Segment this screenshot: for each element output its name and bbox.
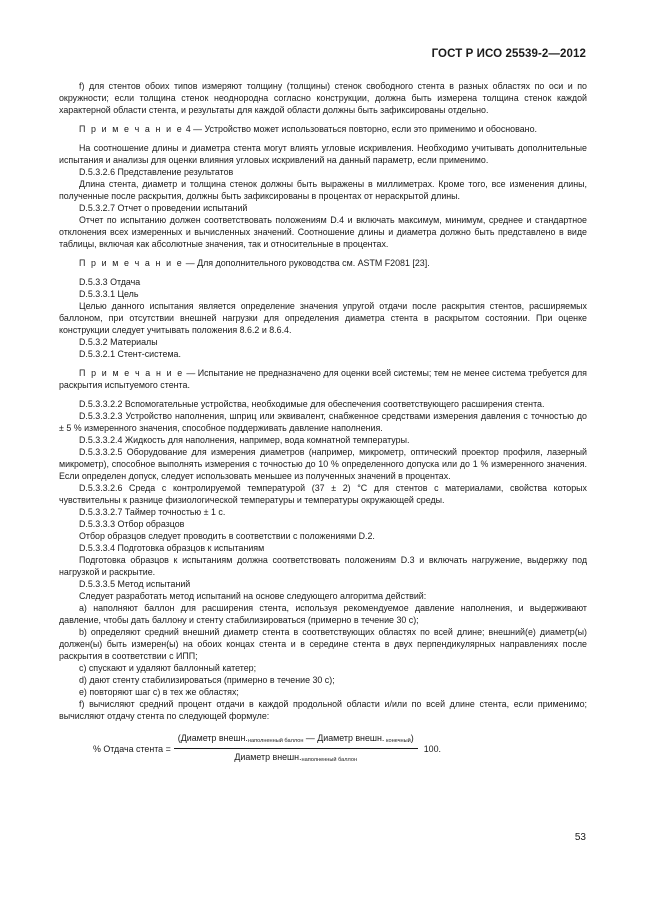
paragraph: f) для стентов обоих типов измеряют толщину (толщины) стенок свободного стента в разных областях по оси и по окружности; если толщина стенок неоднородна согласно конструкции, должна быть измерена толщина стенок каждой характерной области стента, и результаты для каждой области должны быть зафиксированы отдельно. [59, 81, 587, 115]
note-label: П р и м е ч а н и е [79, 124, 184, 134]
paragraph: Целью данного испытания является определение значения упругой отдачи после раскрытия стентов, расширяемых баллоном, при отсутствии внешней нагрузки для определения диаметра стента в раскрытом состоянии. При оценке конструкции следует учитывать положения 8.6.2 и 8.6.4. [59, 301, 587, 335]
paragraph: D.5.3.3.2.5 Оборудование для измерения диаметров (например, микрометр, оптический проектор профиля, лазерный микрометр), способное выполнять измерения с точностью до 10 % определенного допуска или до 1 % измеренного значения. Если определен допуск, следует использовать меньшее из полученных значений в процентах. [59, 447, 587, 481]
list-item: d) дают стенту стабилизироваться (примерно в течение 30 с); [79, 675, 335, 685]
section-heading: D.5.3.2.6 Представление результатов [79, 167, 234, 177]
formula-term: ) [410, 733, 414, 743]
formula-factor: 100. [423, 744, 441, 754]
note-label: П р и м е ч а н и е [79, 368, 184, 378]
formula-subscript: наполненный баллон [247, 738, 304, 744]
formula-term: (Диаметр внешн. [177, 733, 248, 743]
page-number: 53 [574, 832, 586, 843]
paragraph: D.5.3.3.2.3 Устройство наполнения, шприц или эквивалент, снабженное средствами измерения давления с точностью до ± 5 % измеренного значения, способное поддерживать давление наполнения. [59, 411, 587, 433]
formula-term: Диаметр внешн. [234, 752, 302, 762]
note-label: П р и м е ч а н и е [79, 258, 184, 268]
paragraph: Следует разработать метод испытаний на основе следующего алгоритма действий: [79, 591, 427, 601]
section-heading: D.5.3.3.3 Отбор образцов [79, 519, 185, 529]
list-item: f) вычисляют средний процент отдачи в каждой продольной области и/или по всей длине стента, если применимо; вычисляют отдачу стента по следующей формуле: [59, 699, 587, 721]
paragraph: D.5.3.3.2.7 Таймер точностью ± 1 с. [79, 507, 226, 517]
page-content [59, 80, 587, 766]
section-heading: D.5.3.2.7 Отчет о проведении испытаний [79, 203, 248, 213]
paragraph: Отбор образцов следует проводить в соответствии с положениями D.2. [79, 531, 375, 541]
note [59, 367, 587, 391]
formula-denominator [234, 749, 357, 766]
list-item: b) определяют средний внешний диаметр стента в соответствующих областях по всей длине; внешний(е) диаметр(ы) должен(ы) быть измерен(ы) на обоих концах стента и в середине стента в двух перпендикулярных направлениях после раскрытия в соответствии с ИПП; [59, 627, 587, 661]
formula-term: — Диаметр внешн. [303, 733, 385, 743]
paragraph: Подготовка образцов к испытаниям должна соответствовать положениям D.3 и включать нагружение, выдержку под нагрузкой и раскрытие. [59, 555, 587, 577]
paragraph: Отчет по испытанию должен соответствовать положениям D.4 и включать максимум, минимум, среднее и стандартное отклонения всех измеренных и вычисленных значений. Соотношение длины и диаметра должно быть представлено в виде таблицы, включая как абсолютные значения, так и относительные в процентах. [59, 215, 587, 249]
paragraph: D.5.3.3.2.2 Вспомогательные устройства, необходимые для обеспечения соответствующего расширения стента. [79, 399, 545, 409]
note-text: — Для дополнительного руководства см. ASTM F2081 [23]. [185, 258, 430, 268]
formula-fraction [174, 732, 418, 766]
section-heading: D.5.3.3.5 Метод испытаний [79, 579, 191, 589]
section-heading: D.5.3.3.1 Цель [79, 289, 139, 299]
paragraph: На соотношение длины и диаметра стента могут влиять угловые искривления. Необходимо учитывать дополнительные испытания и анализы для оценки влияния угловых искривлений на данный параметр, если применимо. [59, 143, 587, 165]
formula-numerator [174, 732, 418, 749]
formula-subscript: наполненный баллон [301, 757, 358, 763]
section-heading: D.5.3.2 Материалы [79, 337, 158, 347]
section-heading: D.5.3.3 Отдача [79, 277, 141, 287]
paragraph: D.5.3.3.2.6 Среда с контролируемой температурой (37 ± 2) °С для стентов с материалами, свойства которых чувствительны к разнице физиологической температуры и температуры окружающей среды. [59, 483, 587, 505]
note-text: — Испытание не предназначено для оценки всей системы; тем не менее система требуется для раскрытия испытуемого стента. [59, 368, 587, 390]
paragraph: Длина стента, диаметр и толщина стенок должны быть выражены в миллиметрах. Кроме того, все изменения длины, полученные после раскрытия, должны быть зафиксированы в процентах от нераскрытой длины. [59, 179, 587, 201]
note [59, 123, 587, 135]
list-item: с) спускают и удаляют баллонный катетер; [79, 663, 257, 673]
section-heading: D.5.3.2.1 Стент-система. [79, 349, 181, 359]
formula-subscript: конечный [384, 738, 411, 744]
note-text: 4 — Устройство может использоваться повторно, если это применимо и обосновано. [185, 124, 537, 134]
recoil-formula [59, 732, 587, 766]
list-item: е) повторяют шаг с) в тех же областях; [79, 687, 239, 697]
list-item: а) наполняют баллон для расширения стента, используя рекомендуемое давление наполнения, и выдерживают давление, чтобы дать баллону и стенту стабилизироваться (примерно в течение 30 с); [59, 603, 587, 625]
formula-lhs: % Отдача стента = [93, 744, 171, 754]
note [59, 257, 587, 269]
section-heading: D.5.3.3.4 Подготовка образцов к испытаниям [79, 543, 265, 553]
paragraph: D.5.3.3.2.4 Жидкость для наполнения, например, вода комнатной температуры. [79, 435, 410, 445]
document-header: ГОСТ Р ИСО 25539-2—2012 [431, 48, 586, 60]
